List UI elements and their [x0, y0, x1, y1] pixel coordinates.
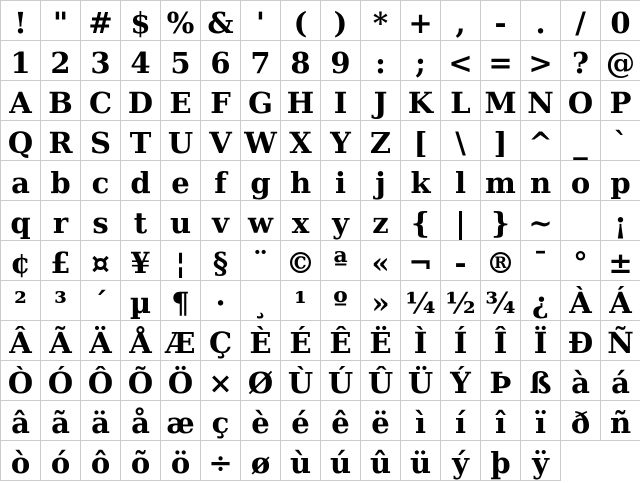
glyph-cell[interactable]: Í [441, 321, 481, 361]
glyph-cell[interactable]: ¦ [161, 241, 201, 281]
glyph-cell[interactable]: P [601, 81, 640, 121]
glyph-cell[interactable]: è [241, 401, 281, 441]
glyph-cell[interactable]: Ë [361, 321, 401, 361]
glyph-cell[interactable]: Ö [161, 361, 201, 401]
glyph-cell[interactable]: £ [41, 241, 81, 281]
glyph-cell[interactable]: I [321, 81, 361, 121]
glyph-cell[interactable]: q [1, 201, 41, 241]
glyph-cell[interactable]: ² [1, 281, 41, 321]
glyph-cell[interactable]: T [121, 121, 161, 161]
glyph-cell[interactable]: ¹ [281, 281, 321, 321]
glyph-cell[interactable]: > [521, 41, 561, 81]
glyph-cell[interactable]: d [121, 161, 161, 201]
glyph-cell[interactable]: s [81, 201, 121, 241]
glyph-cell[interactable]: 8 [281, 41, 321, 81]
glyph-cell[interactable]: @ [601, 41, 640, 81]
glyph-cell[interactable]: E [161, 81, 201, 121]
glyph-cell[interactable]: Á [601, 281, 640, 321]
glyph-cell[interactable]: ç [201, 401, 241, 441]
glyph-cell[interactable]: - [481, 1, 521, 41]
glyph-cell[interactable]: v [201, 201, 241, 241]
glyph-cell[interactable]: 6 [201, 41, 241, 81]
glyph-cell[interactable]: © [281, 241, 321, 281]
glyph-cell[interactable]: 2 [41, 41, 81, 81]
glyph-cell[interactable]: Å [121, 321, 161, 361]
glyph-cell[interactable]: » [361, 281, 401, 321]
glyph-cell[interactable]: Z [361, 121, 401, 161]
glyph-cell[interactable]: p [601, 161, 640, 201]
glyph-cell[interactable]: D [121, 81, 161, 121]
glyph-cell[interactable]: ¿ [521, 281, 561, 321]
glyph-cell[interactable]: ù [281, 441, 321, 481]
glyph-cell[interactable]: Î [481, 321, 521, 361]
glyph-cell[interactable]: } [481, 201, 521, 241]
glyph-cell[interactable]: n [521, 161, 561, 201]
glyph-cell[interactable]: ® [481, 241, 521, 281]
glyph-cell[interactable]: Ó [41, 361, 81, 401]
glyph-cell[interactable]: _ [561, 121, 601, 161]
glyph-cell[interactable]: y [321, 201, 361, 241]
glyph-cell[interactable]: = [481, 41, 521, 81]
glyph-cell[interactable]: û [361, 441, 401, 481]
glyph-cell[interactable]: õ [121, 441, 161, 481]
glyph-cell[interactable]: ¼ [401, 281, 441, 321]
glyph-cell[interactable]: ´ [81, 281, 121, 321]
glyph-cell[interactable]: ì [401, 401, 441, 441]
glyph-cell[interactable]: m [481, 161, 521, 201]
glyph-cell[interactable]: ° [561, 241, 601, 281]
glyph-cell[interactable]: 0 [601, 1, 640, 41]
glyph-cell[interactable]: À [561, 281, 601, 321]
glyph-cell[interactable]: . [521, 1, 561, 41]
charmap-row [1, 121, 640, 161]
glyph-cell[interactable]: ð [561, 401, 601, 441]
glyph-cell[interactable]: ' [241, 1, 281, 41]
glyph-cell[interactable]: î [481, 401, 521, 441]
glyph-cell[interactable]: Y [321, 121, 361, 161]
glyph-cell[interactable]: & [201, 1, 241, 41]
glyph-cell[interactable]: l [441, 161, 481, 201]
glyph-cell[interactable]: | [441, 201, 481, 241]
glyph-cell[interactable]: 7 [241, 41, 281, 81]
glyph-cell[interactable]: < [441, 41, 481, 81]
glyph-cell[interactable]: ñ [601, 401, 640, 441]
glyph-cell[interactable]: ¨ [241, 241, 281, 281]
glyph-cell[interactable]: $ [121, 1, 161, 41]
glyph-cell[interactable]: ¶ [161, 281, 201, 321]
glyph-cell[interactable]: M [481, 81, 521, 121]
glyph-cell[interactable]: ú [321, 441, 361, 481]
glyph-cell[interactable]: f [201, 161, 241, 201]
charmap-row [1, 281, 640, 321]
empty-cell [561, 441, 601, 481]
glyph-cell[interactable]: Ò [1, 361, 41, 401]
glyph-cell[interactable]: ) [321, 1, 361, 41]
glyph-cell[interactable]: Ð [561, 321, 601, 361]
glyph-cell[interactable]: æ [161, 401, 201, 441]
glyph-cell[interactable]: ê [321, 401, 361, 441]
glyph-cell[interactable]: ½ [441, 281, 481, 321]
glyph-cell[interactable]: # [81, 1, 121, 41]
glyph-cell[interactable]: Æ [161, 321, 201, 361]
glyph-cell[interactable]: * [361, 1, 401, 41]
glyph-cell[interactable]: ¾ [481, 281, 521, 321]
glyph-cell[interactable]: ü [401, 441, 441, 481]
glyph-cell[interactable]: e [161, 161, 201, 201]
glyph-cell[interactable]: 9 [321, 41, 361, 81]
glyph-cell[interactable]: N [521, 81, 561, 121]
glyph-cell[interactable]: : [361, 41, 401, 81]
glyph-cell[interactable]: å [121, 401, 161, 441]
glyph-cell[interactable]: 5 [161, 41, 201, 81]
glyph-cell[interactable]: X [281, 121, 321, 161]
glyph-cell[interactable]: Ä [81, 321, 121, 361]
glyph-cell[interactable]: ¡ [601, 201, 640, 241]
glyph-cell[interactable]: B [41, 81, 81, 121]
charmap-row [1, 81, 640, 121]
glyph-cell[interactable]: È [241, 321, 281, 361]
glyph-cell[interactable]: J [361, 81, 401, 121]
glyph-cell[interactable]: Õ [121, 361, 161, 401]
glyph-cell[interactable]: ë [361, 401, 401, 441]
glyph-cell[interactable]: , [441, 1, 481, 41]
glyph-cell[interactable]: g [241, 161, 281, 201]
glyph-cell[interactable]: 1 [1, 41, 41, 81]
glyph-cell[interactable]: W [241, 121, 281, 161]
glyph-cell[interactable]: Â [1, 321, 41, 361]
glyph-cell[interactable]: ÷ [201, 441, 241, 481]
glyph-cell[interactable]: ] [481, 121, 521, 161]
glyph-cell[interactable]: Q [1, 121, 41, 161]
glyph-cell[interactable]: ^ [521, 121, 561, 161]
glyph-cell[interactable]: a [1, 161, 41, 201]
glyph-cell[interactable]: ¥ [121, 241, 161, 281]
glyph-cell[interactable]: ± [601, 241, 640, 281]
glyph-cell[interactable]: + [401, 1, 441, 41]
glyph-cell[interactable]: x [281, 201, 321, 241]
glyph-cell[interactable]: ò [1, 441, 41, 481]
empty-cell [601, 441, 640, 481]
glyph-cell[interactable]: ÿ [521, 441, 561, 481]
glyph-cell[interactable]: ó [41, 441, 81, 481]
glyph-cell[interactable]: k [401, 161, 441, 201]
glyph-cell[interactable]: Û [361, 361, 401, 401]
glyph-cell[interactable]: 3 [81, 41, 121, 81]
glyph-cell[interactable]: þ [481, 441, 521, 481]
glyph-cell[interactable]: t [121, 201, 161, 241]
glyph-cell[interactable]: ª [321, 241, 361, 281]
glyph-cell[interactable]: ß [521, 361, 561, 401]
glyph-cell[interactable]: ã [41, 401, 81, 441]
glyph-cell[interactable]: Ý [441, 361, 481, 401]
glyph-cell[interactable]: ä [81, 401, 121, 441]
glyph-cell[interactable]: A [1, 81, 41, 121]
glyph-cell[interactable]: ( [281, 1, 321, 41]
glyph-cell[interactable]: Ñ [601, 321, 640, 361]
glyph-cell[interactable]: ¯ [521, 241, 561, 281]
glyph-cell[interactable]: \ [441, 121, 481, 161]
glyph-cell[interactable]: ö [161, 441, 201, 481]
charmap-row [1, 401, 640, 441]
glyph-cell[interactable]: « [361, 241, 401, 281]
glyph-cell[interactable]: C [81, 81, 121, 121]
glyph-cell[interactable]: c [81, 161, 121, 201]
glyph-cell[interactable]: H [281, 81, 321, 121]
glyph-cell[interactable]: Ü [401, 361, 441, 401]
charmap-row [1, 321, 640, 361]
glyph-cell[interactable]: i [321, 161, 361, 201]
glyph-cell[interactable]: ` [601, 121, 640, 161]
glyph-cell[interactable]: Ù [281, 361, 321, 401]
glyph-cell[interactable]: 4 [121, 41, 161, 81]
glyph-cell[interactable]: b [41, 161, 81, 201]
glyph-cell[interactable]: ¬ [401, 241, 441, 281]
glyph-cell[interactable]: ô [81, 441, 121, 481]
glyph-cell[interactable]: G [241, 81, 281, 121]
glyph-cell[interactable]: Ú [321, 361, 361, 401]
glyph-cell[interactable]: ; [401, 41, 441, 81]
glyph-cell[interactable]: Ì [401, 321, 441, 361]
glyph-cell[interactable]: É [281, 321, 321, 361]
glyph-cell[interactable]: { [401, 201, 441, 241]
glyph-cell[interactable]: ¸ [241, 281, 281, 321]
glyph-cell[interactable]: j [361, 161, 401, 201]
glyph-cell[interactable]: V [201, 121, 241, 161]
glyph-cell[interactable]: o [561, 161, 601, 201]
glyph-cell[interactable]: º [321, 281, 361, 321]
glyph-cell[interactable]: Ê [321, 321, 361, 361]
glyph-cell[interactable]: - [441, 241, 481, 281]
charmap-row [1, 441, 640, 481]
charmap-row [1, 241, 640, 281]
glyph-cell[interactable]: ! [1, 1, 41, 41]
glyph-cell[interactable]: h [281, 161, 321, 201]
glyph-cell[interactable]: ¢ [1, 241, 41, 281]
glyph-cell[interactable] [561, 201, 601, 241]
glyph-cell[interactable]: S [81, 121, 121, 161]
glyph-cell[interactable]: / [561, 1, 601, 41]
glyph-cell[interactable]: O [561, 81, 601, 121]
charmap-row [1, 1, 640, 41]
glyph-cell[interactable]: Ï [521, 321, 561, 361]
glyph-cell[interactable]: à [561, 361, 601, 401]
glyph-cell[interactable]: K [401, 81, 441, 121]
glyph-cell[interactable]: U [161, 121, 201, 161]
glyph-cell[interactable]: · [201, 281, 241, 321]
glyph-cell[interactable]: ý [441, 441, 481, 481]
glyph-cell[interactable]: ³ [41, 281, 81, 321]
glyph-cell[interactable]: % [161, 1, 201, 41]
charmap-row [1, 361, 640, 401]
glyph-cell[interactable]: ø [241, 441, 281, 481]
glyph-cell[interactable]: Ç [201, 321, 241, 361]
glyph-cell[interactable]: ? [561, 41, 601, 81]
glyph-cell[interactable]: Ø [241, 361, 281, 401]
glyph-cell[interactable]: Þ [481, 361, 521, 401]
glyph-cell[interactable]: á [601, 361, 640, 401]
glyph-cell[interactable]: F [201, 81, 241, 121]
glyph-cell[interactable]: â [1, 401, 41, 441]
glyph-cell[interactable]: ~ [521, 201, 561, 241]
glyph-cell[interactable]: § [201, 241, 241, 281]
glyph-cell[interactable]: R [41, 121, 81, 161]
glyph-cell[interactable]: [ [401, 121, 441, 161]
glyph-cell[interactable]: u [161, 201, 201, 241]
charmap-row [1, 201, 640, 241]
glyph-cell[interactable]: µ [121, 281, 161, 321]
glyph-cell[interactable]: é [281, 401, 321, 441]
glyph-cell[interactable]: ¤ [81, 241, 121, 281]
glyph-cell[interactable]: " [41, 1, 81, 41]
charmap-row [1, 161, 640, 201]
glyph-cell[interactable]: L [441, 81, 481, 121]
glyph-cell[interactable]: ï [521, 401, 561, 441]
glyph-cell[interactable]: Ã [41, 321, 81, 361]
glyph-cell[interactable]: Ô [81, 361, 121, 401]
charmap-row [1, 41, 640, 81]
glyph-cell[interactable]: w [241, 201, 281, 241]
glyph-cell[interactable]: r [41, 201, 81, 241]
glyph-cell[interactable]: × [201, 361, 241, 401]
glyph-cell[interactable]: z [361, 201, 401, 241]
glyph-cell[interactable]: í [441, 401, 481, 441]
